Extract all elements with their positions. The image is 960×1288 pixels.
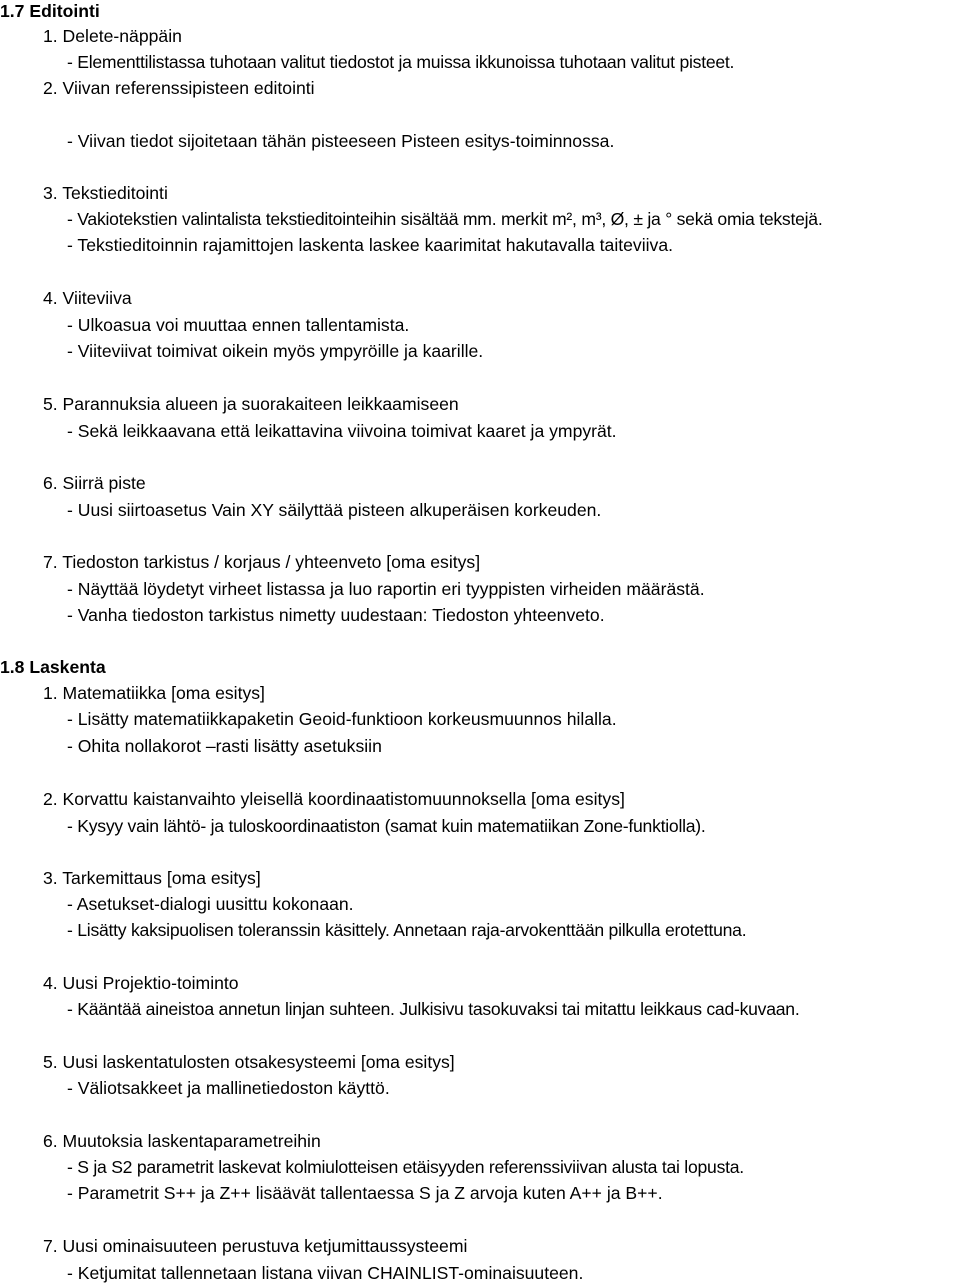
item-line: - Sekä leikkaavana että leikattavina viivoina toimivat kaaret ja ympyrät. [67, 421, 617, 441]
item-heading-siirra-piste: 6. Siirrä piste [43, 473, 146, 493]
item-line: - Ulkoasua voi muuttaa ennen tallentamista. [67, 315, 410, 335]
item-line: - Tekstieditoinnin rajamittojen laskenta laskee kaarimitat hakutavalla taiteviiva. [67, 235, 673, 255]
item-line: - S ja S2 parametrit laskevat kolmiulotteisen etäisyyden referenssiviivan alusta tai lopusta. [67, 1157, 744, 1177]
item-line: - Vakiotekstien valintalista tekstieditointeihin sisältää mm. merkit m², m³, Ø, ± ja ° sekä omia tekstejä. [67, 209, 823, 229]
item-heading-projektio: 4. Uusi Projektio-toiminto [43, 973, 239, 993]
item-line: - Kääntää aineistoa annetun linjan suhteen. Julkisivu tasokuvaksi tai mitattu leikkaus cad-kuvaan. [67, 999, 800, 1019]
item-heading-matematiikka: 1. Matematiikka [oma esitys] [43, 683, 265, 703]
item-line: - Parametrit S++ ja Z++ lisäävät tallentaessa S ja Z arvoja kuten A++ ja B++. [67, 1183, 663, 1203]
item-line: - Lisätty matematiikkapaketin Geoid-funktioon korkeusmuunnos hilalla. [67, 709, 617, 729]
item-heading-viiteviiva: 4. Viiteviiva [43, 288, 132, 308]
item-heading-tekstieditointi: 3. Tekstieditointi [43, 183, 168, 203]
item-heading-tiedoston-tarkistus: 7. Tiedoston tarkistus / korjaus / yhteenveto [oma esitys] [43, 552, 481, 572]
section-title-laskenta: 1.8 Laskenta [0, 657, 106, 677]
item-line: - Viivan tiedot sijoitetaan tähän pisteeseen Pisteen esitys-toiminnossa. [67, 131, 615, 151]
item-line: - Väliotsakkeet ja mallinetiedoston käyttö. [67, 1078, 390, 1098]
item-line: - Ketjumitat tallennetaan listana viivan CHAINLIST-ominaisuuteen. [67, 1263, 584, 1283]
item-line: - Viiteviivat toimivat oikein myös ympyröille ja kaarille. [67, 341, 484, 361]
item-line: - Näyttää löydetyt virheet listassa ja luo raportin eri tyyppisten virheiden määrästä. [67, 579, 705, 599]
item-line: - Elementtilistassa tuhotaan valitut tiedostot ja muissa ikkunoissa tuhotaan valitut pisteet. [67, 52, 735, 72]
item-heading-laskentaparametrit: 6. Muutoksia laskentaparametreihin [43, 1131, 321, 1151]
item-line: - Kysyy vain lähtö- ja tuloskoordinaatiston (samat kuin matematiikan Zone-funktiolla). [67, 816, 706, 836]
item-line: - Vanha tiedoston tarkistus nimetty uudestaan: Tiedoston yhteenveto. [67, 605, 605, 625]
item-heading-parannuksia: 5. Parannuksia alueen ja suorakaiteen leikkaamiseen [43, 394, 459, 414]
item-heading-otsakesysteemi: 5. Uusi laskentatulosten otsakesysteemi [oma esitys] [43, 1052, 455, 1072]
item-line: - Ohita nollakorot –rasti lisätty asetuksiin [67, 736, 382, 756]
item-line: - Uusi siirtoasetus Vain XY säilyttää pisteen alkuperäisen korkeuden. [67, 500, 602, 520]
item-line: - Lisätty kaksipuolisen toleranssin käsittely. Annetaan raja-arvokenttään pilkulla erotettuna. [67, 920, 747, 940]
item-line: - Asetukset-dialogi uusittu kokonaan. [67, 894, 354, 914]
item-heading-tarkemittaus: 3. Tarkemittaus [oma esitys] [43, 868, 261, 888]
item-heading-delete: 1. Delete-näppäin [43, 26, 182, 46]
section-title-editointi: 1.7 Editointi [0, 1, 100, 21]
item-heading-viivan-referenssipiste: 2. Viivan referenssipisteen editointi [43, 78, 315, 98]
item-heading-ketjumittaus: 7. Uusi ominaisuuteen perustuva ketjumittaussysteemi [43, 1236, 468, 1256]
item-heading-korvattu-kaistanvaihto: 2. Korvattu kaistanvaihto yleisellä koordinaatistomuunnoksella [oma esitys] [43, 789, 625, 809]
